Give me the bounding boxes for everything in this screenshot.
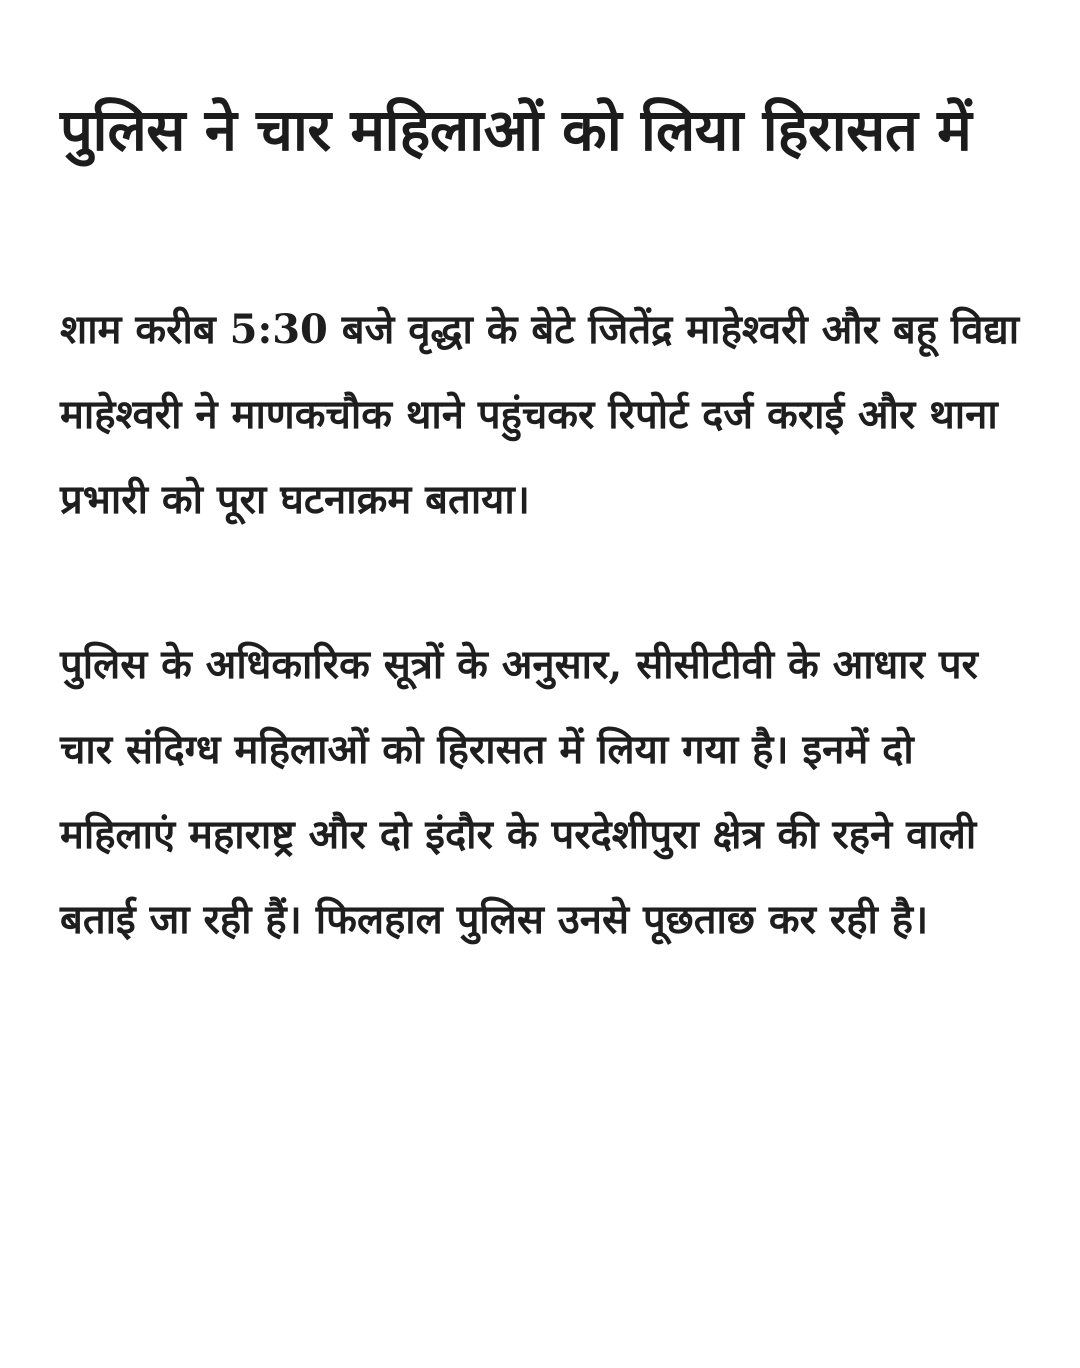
news-article — [60, 78, 1020, 962]
article-paragraph-detention: पुलिस के अधिकारिक सूत्रों के अनुसार, सीसीटीवी के आधार पर चार संदिग्ध महिलाओं को हिरासत में लिया गया है। इनमें दो महिलाएं महाराष्ट्र और दो इंदौर के परदेशीपुरा क्षेत्र की रहने वाली बताई जा रही हैं। फिलहाल पुलिस उनसे पूछताछ कर रही है। — [60, 641, 978, 943]
article-headline: पुलिस ने चार महिलाओं को लिया हिरासत में — [60, 96, 972, 164]
article-paragraph-report: शाम करीब 5:30 बजे वृद्धा के बेटे जितेंद्र माहेश्वरी और बहू विद्या माहेश्वरी ने माणकचौक थाने पहुंचकर रिपोर्ट दर्ज कराई और थाना प्रभारी को पूरा घटनाक्रम बताया। — [60, 306, 1020, 523]
